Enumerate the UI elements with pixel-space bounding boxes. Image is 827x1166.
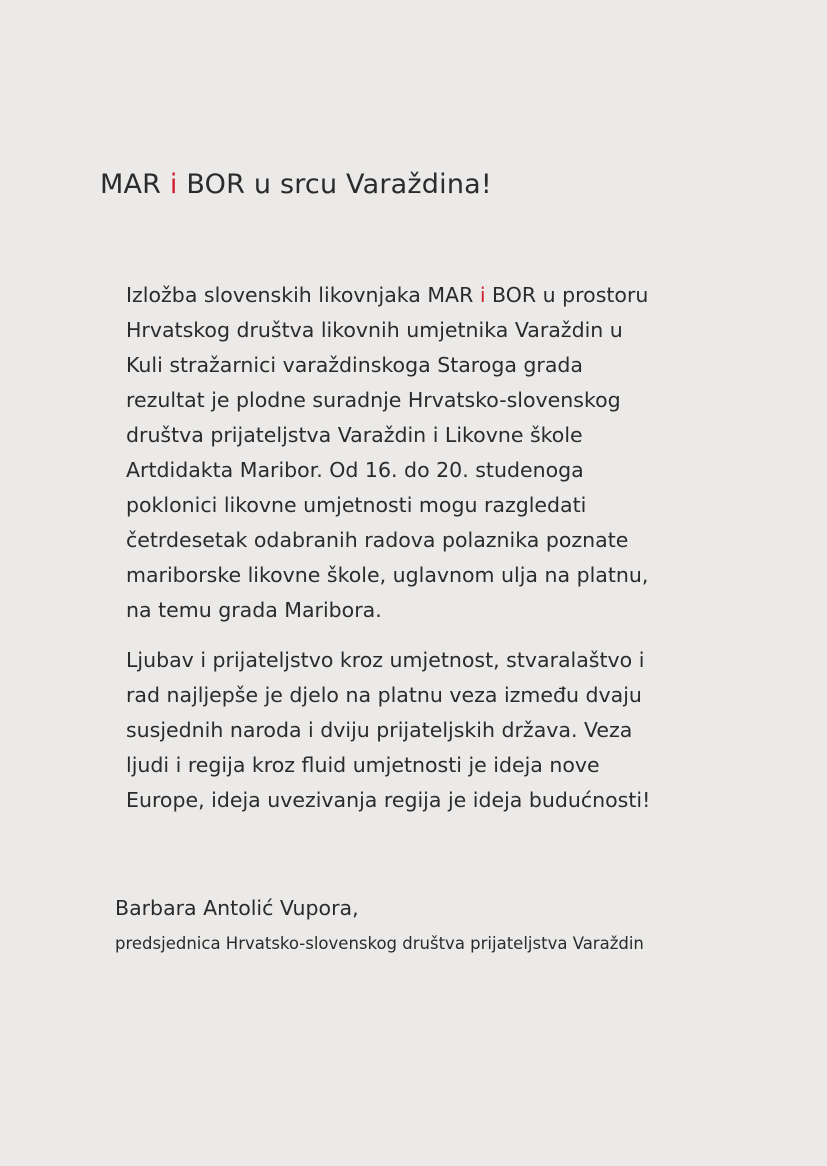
signature-block (115, 892, 644, 956)
paragraph-line (126, 278, 766, 313)
paragraph-line: Kuli stražarnici varaždinskoga Staroga grada (126, 353, 583, 377)
paragraph-line: susjednih naroda i dviju prijateljskih država. Veza (126, 718, 633, 742)
line-text: Izložba slovenskih likovnjaka MAR (126, 283, 480, 307)
paragraph-line: mariborske likovne škole, uglavnom ulja na platnu, (126, 563, 649, 587)
paragraph-2 (126, 643, 766, 818)
signature-role: predsjednica Hrvatsko-slovenskog društva prijateljstva Varaždin (115, 934, 644, 953)
line-text: BOR u prostoru (485, 283, 649, 307)
paragraph-line: rad najljepše je djelo na platnu veza između dvaju (126, 683, 642, 707)
paragraph-line: Europe, ideja uvezivanja regija je ideja budućnosti! (126, 788, 651, 812)
paragraph-line: Ljubav i prijateljstvo kroz umjetnost, stvaralaštvo i (126, 648, 645, 672)
paragraph-1 (126, 278, 766, 628)
paragraph-line: Hrvatskog društva likovnih umjetnika Varaždin u (126, 318, 623, 342)
title-part-1: MAR (100, 169, 170, 200)
paragraph-line: rezultat je plodne suradnje Hrvatsko-slovenskog (126, 388, 621, 412)
title-accent: i (169, 169, 178, 200)
paragraph-line: poklonici likovne umjetnosti mogu razgledati (126, 493, 587, 517)
paragraph-line: ljudi i regija kroz fluid umjetnosti je ideja nove (126, 753, 600, 777)
line-accent: i (479, 283, 486, 307)
paragraph-line: na temu grada Maribora. (126, 598, 382, 622)
page-title (100, 166, 492, 204)
signature-name: Barbara Antolić Vupora, (115, 896, 359, 920)
paragraph-line: četrdesetak odabranih radova polaznika poznate (126, 528, 629, 552)
article-body (126, 278, 766, 818)
title-part-2: BOR u srcu Varaždina! (177, 169, 492, 200)
paragraph-line: Artdidakta Maribor. Od 16. do 20. studenoga (126, 458, 584, 482)
paragraph-line: društva prijateljstva Varaždin i Likovne škole (126, 423, 583, 447)
